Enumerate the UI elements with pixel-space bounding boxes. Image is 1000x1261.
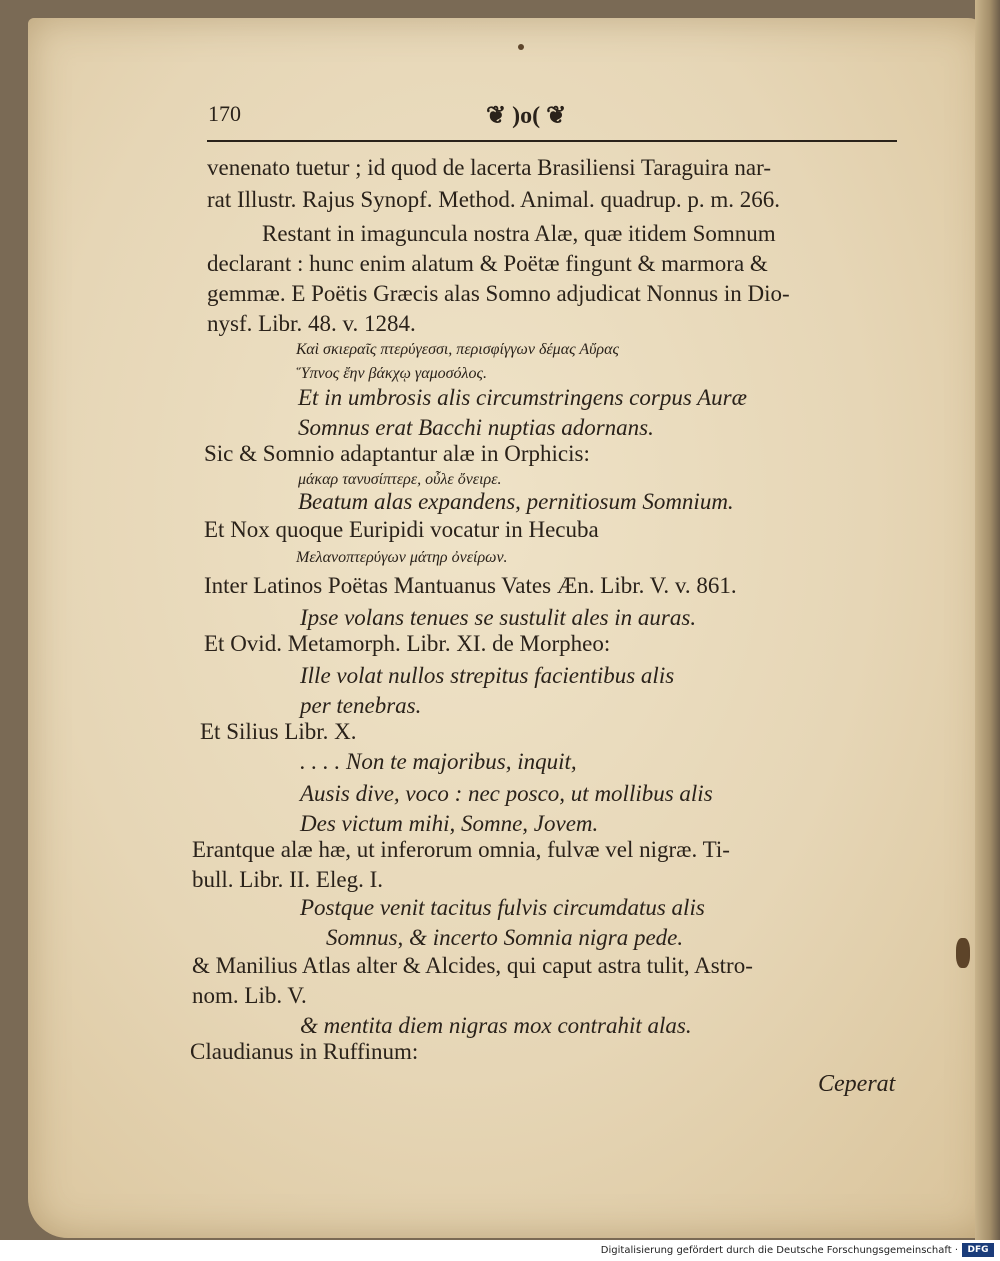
text-line: Ipse volans tenues se sustulit ales in auras. [300, 605, 697, 630]
text-line: nysf. Libr. 48. v. 1284. [207, 311, 416, 336]
footer-bar [0, 1240, 1000, 1261]
text-line: Des victum mihi, Somne, Jovem. [300, 811, 599, 836]
text-line: per tenebras. [300, 693, 422, 718]
text-line: Et Nox quoque Euripidi vocatur in Hecuba [204, 517, 599, 542]
text-line: & mentita diem nigras mox contrahit alas. [300, 1013, 692, 1038]
page-edge [975, 0, 1000, 1240]
text-line: Restant in imaguncula nostra Alæ, quæ itidem Somnum [262, 221, 776, 246]
text-line: gemmæ. E Poëtis Græcis alas Somno adjudicat Nonnus in Dio- [207, 281, 790, 306]
text-line: . . . . Non te majoribus, inquit, [300, 749, 577, 774]
greek-verse-line: Μελανοπτερύγων μάτηρ ὀνείρων. [296, 549, 508, 566]
text-line: venenato tuetur ; id quod de lacerta Brasiliensi Taraguira nar- [207, 155, 771, 180]
text-line: bull. Libr. II. Eleg. I. [192, 867, 383, 892]
text-line: Ille volat nullos strepitus facientibus alis [300, 663, 675, 688]
text-line: Inter Latinos Poëtas Mantuanus Vates Æn. Libr. V. v. 861. [204, 573, 737, 598]
dfg-logo-icon: DFG [962, 1243, 994, 1257]
text-line: rat Illustr. Rajus Synopf. Method. Animal. quadrup. p. m. 266. [207, 187, 781, 212]
wormhole [956, 938, 970, 968]
header-rule [207, 140, 897, 142]
text-line: Sic & Somnio adaptantur alæ in Orphicis: [204, 441, 590, 466]
text-line: Et Ovid. Metamorph. Libr. XI. de Morpheo: [204, 631, 611, 656]
text-line: Somnus erat Bacchi nuptias adornans. [298, 415, 654, 440]
text-line: Erantque alæ hæ, ut inferorum omnia, fulvæ vel nigræ. Ti- [192, 837, 730, 862]
greek-verse-line: Ὕπνος ἔην βάκχῳ γαμοσόλος. [296, 365, 487, 382]
text-line: Postque venit tacitus fulvis circumdatus alis [300, 895, 705, 920]
text-line: Ausis dive, voco : nec posco, ut mollibus alis [300, 781, 713, 806]
text-line: & Manilius Atlas alter & Alcides, qui caput astra tulit, Astro- [192, 953, 753, 978]
greek-verse-line: Καὶ σκιεραῖς πτερύγεσσι, περισφίγγων δέμας Αὔρας [296, 341, 619, 358]
footer-credit: Digitalisierung gefördert durch die Deutsche Forschungsgemeinschaft · [600, 1245, 958, 1256]
greek-verse-line: μάκαρ τανυσίπτερε, οὖλε ὄνειρε. [298, 471, 502, 488]
text-line: Et Silius Libr. X. [200, 719, 357, 744]
catchword: Ceperat [818, 1071, 896, 1097]
text-line: Beatum alas expandens, pernitiosum Somnium. [298, 489, 734, 514]
text-line: declarant : hunc enim alatum & Poëtæ fingunt & marmora & [207, 251, 768, 276]
text-line: Et in umbrosis alis circumstringens corpus Auræ [298, 385, 747, 410]
header-ornament: ❦ )o( ❦ [486, 103, 567, 129]
text-line: Somnus, & incerto Somnia nigra pede. [326, 925, 684, 950]
text-line: nom. Lib. V. [192, 983, 307, 1008]
text-line: Claudianus in Ruffinum: [190, 1039, 419, 1064]
ink-spot [518, 44, 524, 50]
page-number: 170 [208, 101, 241, 126]
